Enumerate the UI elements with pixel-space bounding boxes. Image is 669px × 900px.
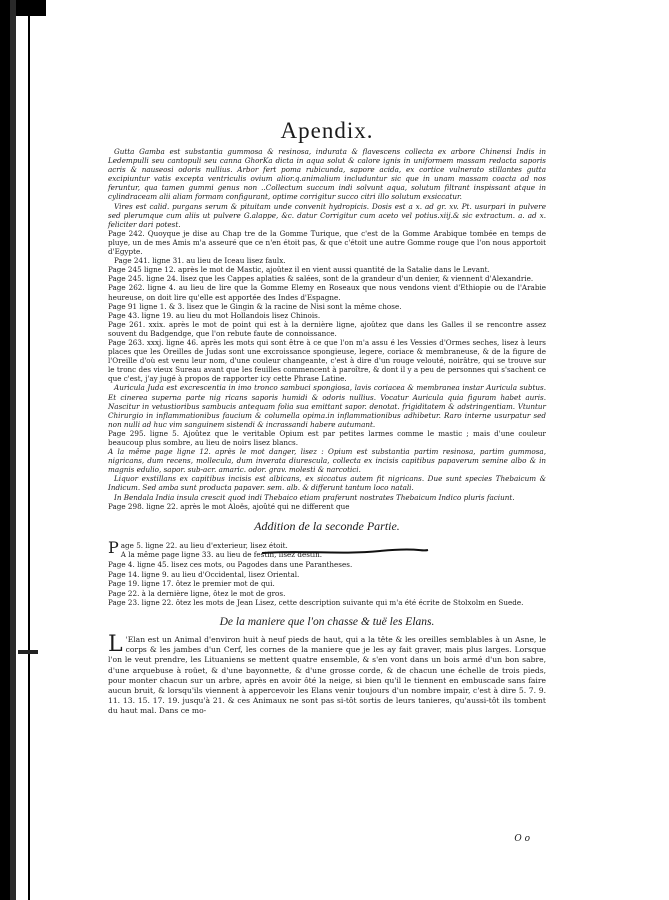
- section-heading-addition: Addition de la seconde Partie.: [254, 518, 400, 533]
- addition-item: age 5. ligne 22. au lieu d'exterieur, lisez étoit.: [120, 540, 288, 550]
- intro-latin-paragraph: Gutta Gamba est substantia gummosa & resinosa, indurata & flavescens collecta ex arbore Chinensi Indis in Ledempulli seu cantopuli seu canna GhorKa dicta in aqua solut & calore ignis in uniformem massam redacta saporis acris & nauseosi odoris nullius. Arbor fert poma rubicunda, sapore acida, ex cortice vulnerato stillantes gutta excipiuntur vatis excepta ventriculis ovium alior.q.animalium includuntur sic que in unam massam coacta ad nos feruntur, qua tamen gummi genus non ..Collectum succum indi solvunt aqua, solutum filtrant inspissant atque in cylindraceam alii aliam formam configurant, optime corrigitur succo citri illo solutum exsiccatur.: [108, 147, 546, 202]
- correction-line: Page 245. ligne 24. lisez que les Cappes aplaties & salées, sont de la grandeur d'un denier, & viennent d'Alexandrie.: [108, 274, 534, 284]
- correction-line: Page 245 ligne 12. après le mot de Mastic, ajoûtez il en vient aussi quantité de la Satalie dans le Levant.: [108, 265, 490, 275]
- correction-line: Page 261. xxix. après le mot de point qui est à la dernière ligne, ajoûtez que dans les Galles il se rencontre assez souvent du Badgendge, que l'on rebute faute de connoissance.: [108, 319, 546, 338]
- correction-line: Page 242. Quoyque je dise au Chap tre de la Gomme Turique, que c'est de la Gomme Arabique tombée en temps de pluye, un de mes Amis m'a asseuré que ce n'en étoit pas, & que c'étoit une autre Gomme rouge que l'on nous apportoit d'Egypte.: [108, 228, 546, 257]
- elans-body: [108, 631, 546, 717]
- correction-line: Page 91 ligne 1. & 3. lisez que le Gingin & la racine de Nisi sont la même chose.: [108, 301, 402, 311]
- latin-quote-opium: In Bendala India insula crescit quod indi Thebaico etiam praferunt nostrates Thebaicum Indico pluris faciunt.: [114, 492, 515, 502]
- latin-quote-auricula: Auricula Juda est excrescentia in imo tronco sambuci spongiosa, lavis coriacea & membranea instar Auricula subtus. Et cinerea superna parte nig ricans saporis humidi & odoris nullius. Vocatur Auricula quia figuram habet auris. Nascitur in vetustioribus sambucis antequam folia sua emittant sapor. denotat. frigiditatem & adstringentiam. Vtuntur Chirurgio in inflammationibus faucium & columella opima.in inflammationibus adhibetur. Raro interne usurpatur sed non nulli ad huc vim sanguinem sistendi & incrassandi habere autumant.: [108, 383, 546, 429]
- drop-cap: P: [108, 537, 119, 557]
- correction-line: A la même page ligne 12. après le mot danger, lisez : Opium est substantia partim resinosa, partim gummosa, nigricans, dum recens, mollecula, dum inverata diurescula, collecta ex incisis capitibus papaverum semine albo & in magnis edulio, sapor. sub-acr. amaric. odor. grav. molesti & narcotici.: [108, 447, 546, 475]
- correction-line: Page 298. ligne 22. après le mot Aloës, ajoûté qui ne different que: [108, 501, 350, 511]
- elans-paragraph: 'Elan est un Animal d'environ huit à neuf pieds de haut, qui a la tête & les oreilles semblables à un Asne, le corps & les jambes d'un Cerf, les cornes de la maniere que je les ay fait graver, mais plus larges. Lorsque l'on le veut prendre, les Lituaniens se mettent quatre ensemble, & s'en vont dans un bois armé d'un bon sabre, d'une arquebuse à roüet, & d'une bayonnette, & d'une grosse corde, & de chacun une échelle de trois pieds, pour monter chacun sur un arbre, après en avoir ôté la neige, si bien qu'il le tiennent en embuscade sans faire aucun bruit, & lorsqu'ils viennent à appercevoir les Elans venir toujours d'un nombre impair, c'est à dire 5. 7. 9. 11. 13. 15. 17. 19. jusqu'à 21. & ces Animaux ne sont pas si-tôt sortis de leurs tanieres, qu'aussi-tôt ils tombent du haut mal. Dans ce mo-: [108, 634, 546, 716]
- addition-list: [108, 537, 546, 608]
- correction-line: Page 43. ligne 19. au lieu du mot Hollandois lisez Chinois.: [108, 310, 321, 320]
- correction-line: Page 263. xxxj. ligne 46. après les mots qui sont être à ce que l'on m'a assu é les Vessies d'Ormes seches, lisez à leurs places que les Oreilles de Judas sont une excroissance spongieuse, legere, coriace & membraneuse, & de la figure de l'Oreille d'où est venu leur nom, d'une couleur changeante, c'est à dire d'un rouge velouté, noirâtre, qui se trouve sur le tronc des vieux Sureau avant que les feuilles commencent à paroître, & dont il y a peu de personnes qui s'sachent ce que c'est, j'ay jugé à propos de rapporter icy cette Phrase Latine.: [108, 337, 546, 384]
- addition-item: A la même page ligne 33. au lieu de festin, lisez destin.: [120, 550, 322, 560]
- section-heading-elans: De la maniere que l'on chasse & tuë les Elans.: [219, 615, 435, 628]
- signature-mark: O o: [514, 834, 530, 844]
- addition-item: Page 19. ligne 17. ôtez le premier mot de qui.: [108, 579, 275, 589]
- addition-item: Page 14. ligne 9. au lieu d'Occidental, lisez Oriental.: [108, 569, 300, 579]
- correction-line: Page 262. ligne 4. au lieu de lire que la Gomme Elemy en Roseaux que nous vendons vient d'Ethiopie ou de l'Arabie heureuse, on doit lire qu'elle est apportée des Indes d'Espagne.: [108, 283, 546, 302]
- correction-line: Page 241. ligne 31. au lieu de Iceau lisez faulx.: [114, 256, 286, 266]
- addition-item: Page 23. ligne 22. ôtez les mots de Jean Lisez, cette description suivante qui m'a été écrite de Stolxolm en Suede.: [108, 598, 524, 608]
- latin-quote-opium: Liquor exstillans ex capitibus incisis est albicans, ex siccatus autem fit nigricans. Due sunt species Thebaicum & Indicum. Sed amba sunt producta papaver. sem. alb. & differunt tantum loco natali.: [108, 474, 546, 493]
- drop-cap: L: [108, 631, 123, 657]
- page-title: Apendix.: [280, 118, 374, 143]
- addition-item: Page 22. à la dernière ligne, ôtez le mot de gros.: [108, 588, 286, 598]
- correction-line: Page 295. ligne 5. Ajoûtez que le veritable Opium est par petites larmes comme le mastic ; mais d'une couleur beaucoup plus sombre, au lieu de noirs lisez blancs.: [108, 428, 546, 447]
- addition-item: Page 4. ligne 45. lisez ces mots, ou Pagodes dans une Parantheses.: [108, 559, 353, 569]
- document-page: [108, 118, 546, 844]
- intro-latin-paragraph: Vires est calid. purgans serum & pituitam unde convenit hydropicis. Dosis est a x. ad gr. xv. Pt. usurpari in pulvere sed plerumque cum aliis ut pulvere G.alappe, &c. datur Corrigitur cum aceto vel potius.xiij.& sic extractum. a. ad x. feliciter dari potest.: [108, 201, 546, 229]
